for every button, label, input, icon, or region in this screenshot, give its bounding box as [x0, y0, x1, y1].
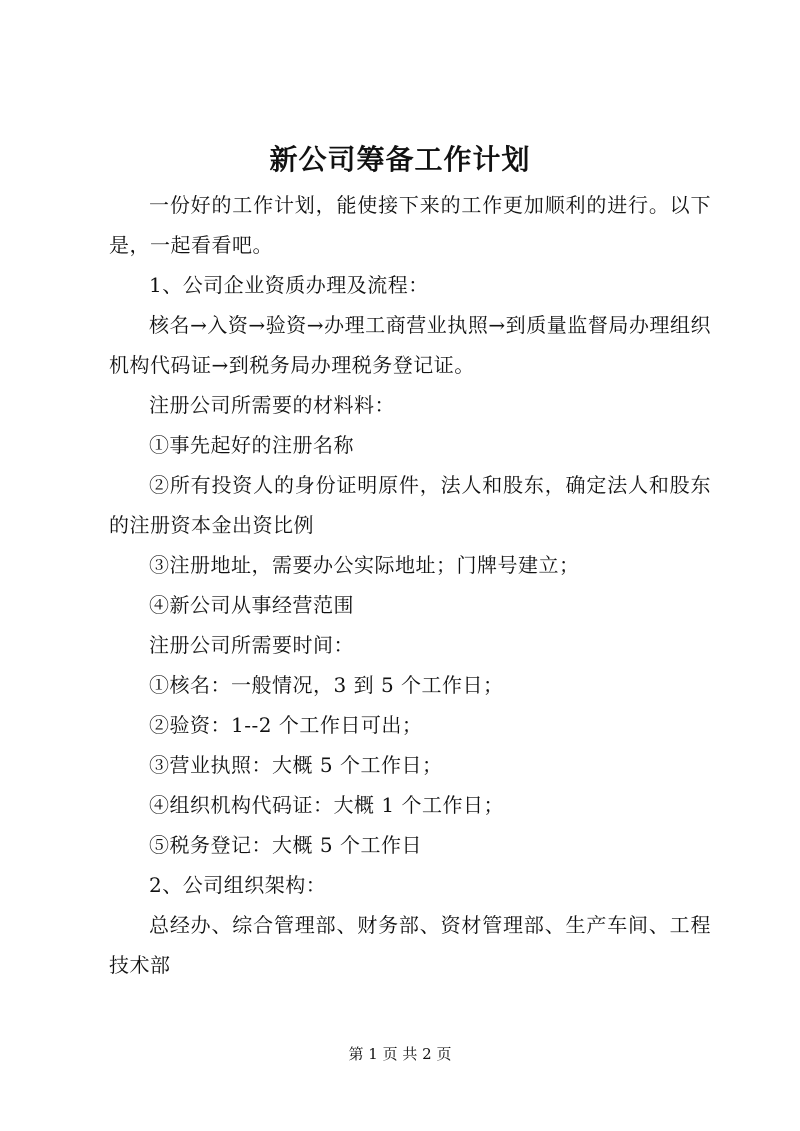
heading-time: 注册公司所需要时间：	[149, 633, 354, 657]
page-footer: 第 1 页 共 2 页	[348, 1045, 452, 1063]
section-heading-structure: 2、公司组织架构：	[149, 873, 327, 897]
list-item-time-3: ③营业执照：大概 5 个工作日；	[149, 753, 443, 777]
list-item-time-1: ①核名：一般情况，3 到 5 个工作日；	[149, 673, 504, 697]
list-item-time-5: ⑤税务登记：大概 5 个工作日	[149, 833, 422, 857]
list-item-material-3: ③注册地址，需要办公实际地址；门牌号建立；	[149, 553, 580, 577]
list-item-material-2: ②所有投资人的身份证明原件，法人和股东，确定法人和股东的注册资本金出资比例	[109, 473, 711, 537]
document-title: 新公司筹备工作计划	[269, 143, 531, 176]
paragraph-intro: 一份好的工作计划，能使接下来的工作更加顺利的进行。以下是，一起看看吧。	[109, 193, 711, 257]
document-body	[109, 185, 711, 985]
section-heading-qualification: 1、公司企业资质办理及流程：	[149, 273, 429, 297]
paragraph-departments: 总经办、综合管理部、财务部、资材管理部、生产车间、工程技术部	[109, 913, 711, 977]
heading-materials: 注册公司所需要的材料料：	[149, 393, 395, 417]
list-item-time-4: ④组织机构代码证：大概 1 个工作日；	[149, 793, 504, 817]
paragraph-process: 核名→入资→验资→办理工商营业执照→到质量监督局办理组织机构代码证→到税务局办理税务登记证。	[109, 313, 711, 377]
list-item-time-2: ②验资：1--2 个工作日可出；	[149, 713, 423, 737]
list-item-material-4: ④新公司从事经营范围	[149, 593, 354, 617]
list-item-material-1: ①事先起好的注册名称	[149, 433, 354, 457]
